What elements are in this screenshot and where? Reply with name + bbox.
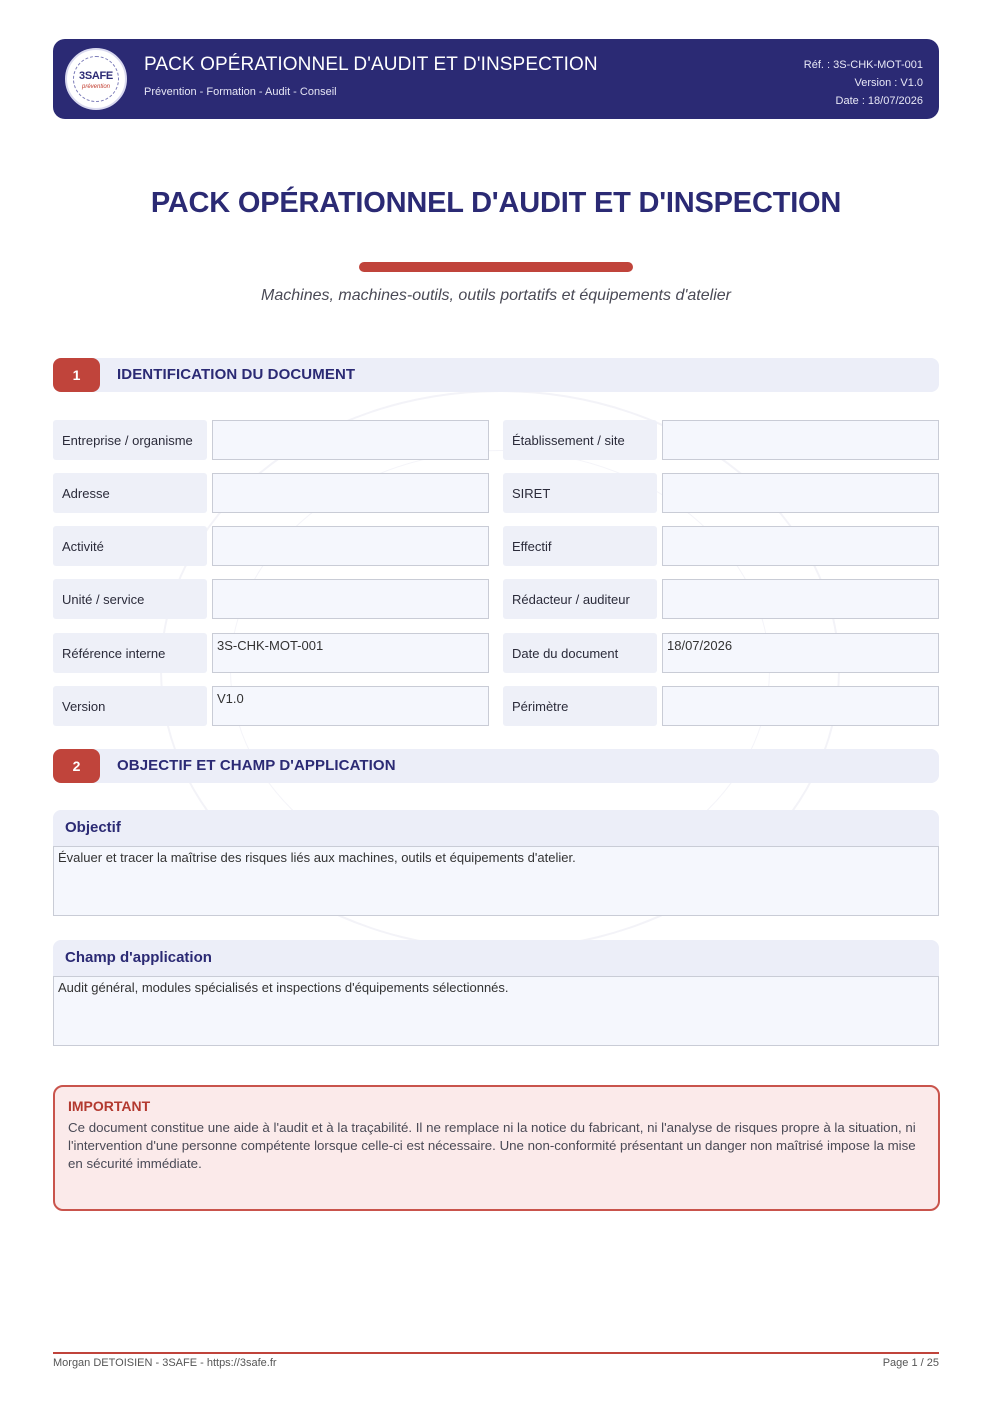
form-input-field[interactable]: 3S-CHK-MOT-001 bbox=[212, 633, 489, 673]
meta-version: Version : V1.0 bbox=[854, 77, 923, 89]
section-number: 1 bbox=[53, 358, 100, 392]
section-title: OBJECTIF ET CHAMP D'APPLICATION bbox=[117, 757, 396, 774]
form-input-field[interactable] bbox=[212, 420, 489, 460]
field-label: Version bbox=[53, 686, 207, 726]
field-label: Activité bbox=[53, 526, 207, 566]
section-title: IDENTIFICATION DU DOCUMENT bbox=[117, 366, 356, 383]
form-input-field[interactable]: V1.0 bbox=[212, 686, 489, 726]
document-meta bbox=[804, 56, 923, 110]
field-label: Effectif bbox=[503, 526, 657, 566]
header-banner bbox=[53, 39, 939, 119]
form-input-field[interactable] bbox=[662, 686, 939, 726]
field-label: Périmètre bbox=[503, 686, 657, 726]
form-input-field[interactable]: 18/07/2026 bbox=[662, 633, 939, 673]
field-label: Adresse bbox=[53, 473, 207, 513]
important-text: Ce document constitue une aide à l'audit et à la traçabilité. Il ne remplace ni la notice du fabricant, ni l'analyse de risques propre à la situation, ni l'intervention d'une personne compétente lorsque celle-ci est nécessaire. Une non-conformité présentant un danger non maîtrisé impose la mise en sécurité immédiate. bbox=[68, 1120, 916, 1171]
page-subtitle: Machines, machines-outils, outils portatifs et équipements d'atelier bbox=[261, 287, 731, 304]
important-notice bbox=[53, 1085, 940, 1211]
form-input-field[interactable] bbox=[662, 526, 939, 566]
field-label: Référence interne bbox=[53, 633, 207, 673]
form-input-field[interactable] bbox=[662, 420, 939, 460]
company-logo bbox=[65, 48, 127, 110]
footer-divider bbox=[53, 1352, 939, 1354]
field-label: SIRET bbox=[503, 473, 657, 513]
objectif-field[interactable]: Évaluer et tracer la maîtrise des risques liés aux machines, outils et équipements d'atelier. bbox=[53, 846, 939, 916]
logo-text: 3SAFE bbox=[79, 70, 113, 82]
section-number: 2 bbox=[53, 749, 100, 783]
form-input-field[interactable] bbox=[212, 526, 489, 566]
page-number: Page 1 / 25 bbox=[882, 1357, 939, 1369]
footer-author: Morgan DETOISIEN - 3SAFE - https://3safe.fr bbox=[53, 1357, 277, 1369]
objectif-label: Objectif bbox=[53, 810, 939, 846]
form-input-field[interactable] bbox=[662, 473, 939, 513]
champ-application-field[interactable]: Audit général, modules spécialisés et inspections d'équipements sélectionnés. bbox=[53, 976, 939, 1046]
form-input-field[interactable] bbox=[212, 473, 489, 513]
banner-tagline: Prévention - Formation - Audit - Conseil bbox=[144, 86, 337, 98]
page-title: PACK OPÉRATIONNEL D'AUDIT ET D'INSPECTION bbox=[150, 187, 842, 219]
meta-reference: Réf. : 3S-CHK-MOT-001 bbox=[803, 59, 923, 71]
field-label: Date du document bbox=[503, 633, 657, 673]
section-header-objectif bbox=[53, 749, 939, 783]
field-label: Entreprise / organisme bbox=[53, 420, 207, 460]
meta-date: Date : 18/07/2026 bbox=[835, 95, 923, 107]
title-underline bbox=[359, 262, 633, 272]
field-label: Unité / service bbox=[53, 579, 207, 619]
section-header-identification bbox=[53, 358, 939, 392]
important-title: IMPORTANT bbox=[68, 1098, 151, 1114]
field-label: Rédacteur / auditeur bbox=[503, 579, 657, 619]
banner-title: PACK OPÉRATIONNEL D'AUDIT ET D'INSPECTION bbox=[144, 54, 598, 75]
champ-application-label: Champ d'application bbox=[53, 940, 939, 976]
form-input-field[interactable] bbox=[662, 579, 939, 619]
form-input-field[interactable] bbox=[212, 579, 489, 619]
field-label: Établissement / site bbox=[503, 420, 657, 460]
logo-subtext: prévention bbox=[81, 84, 111, 90]
